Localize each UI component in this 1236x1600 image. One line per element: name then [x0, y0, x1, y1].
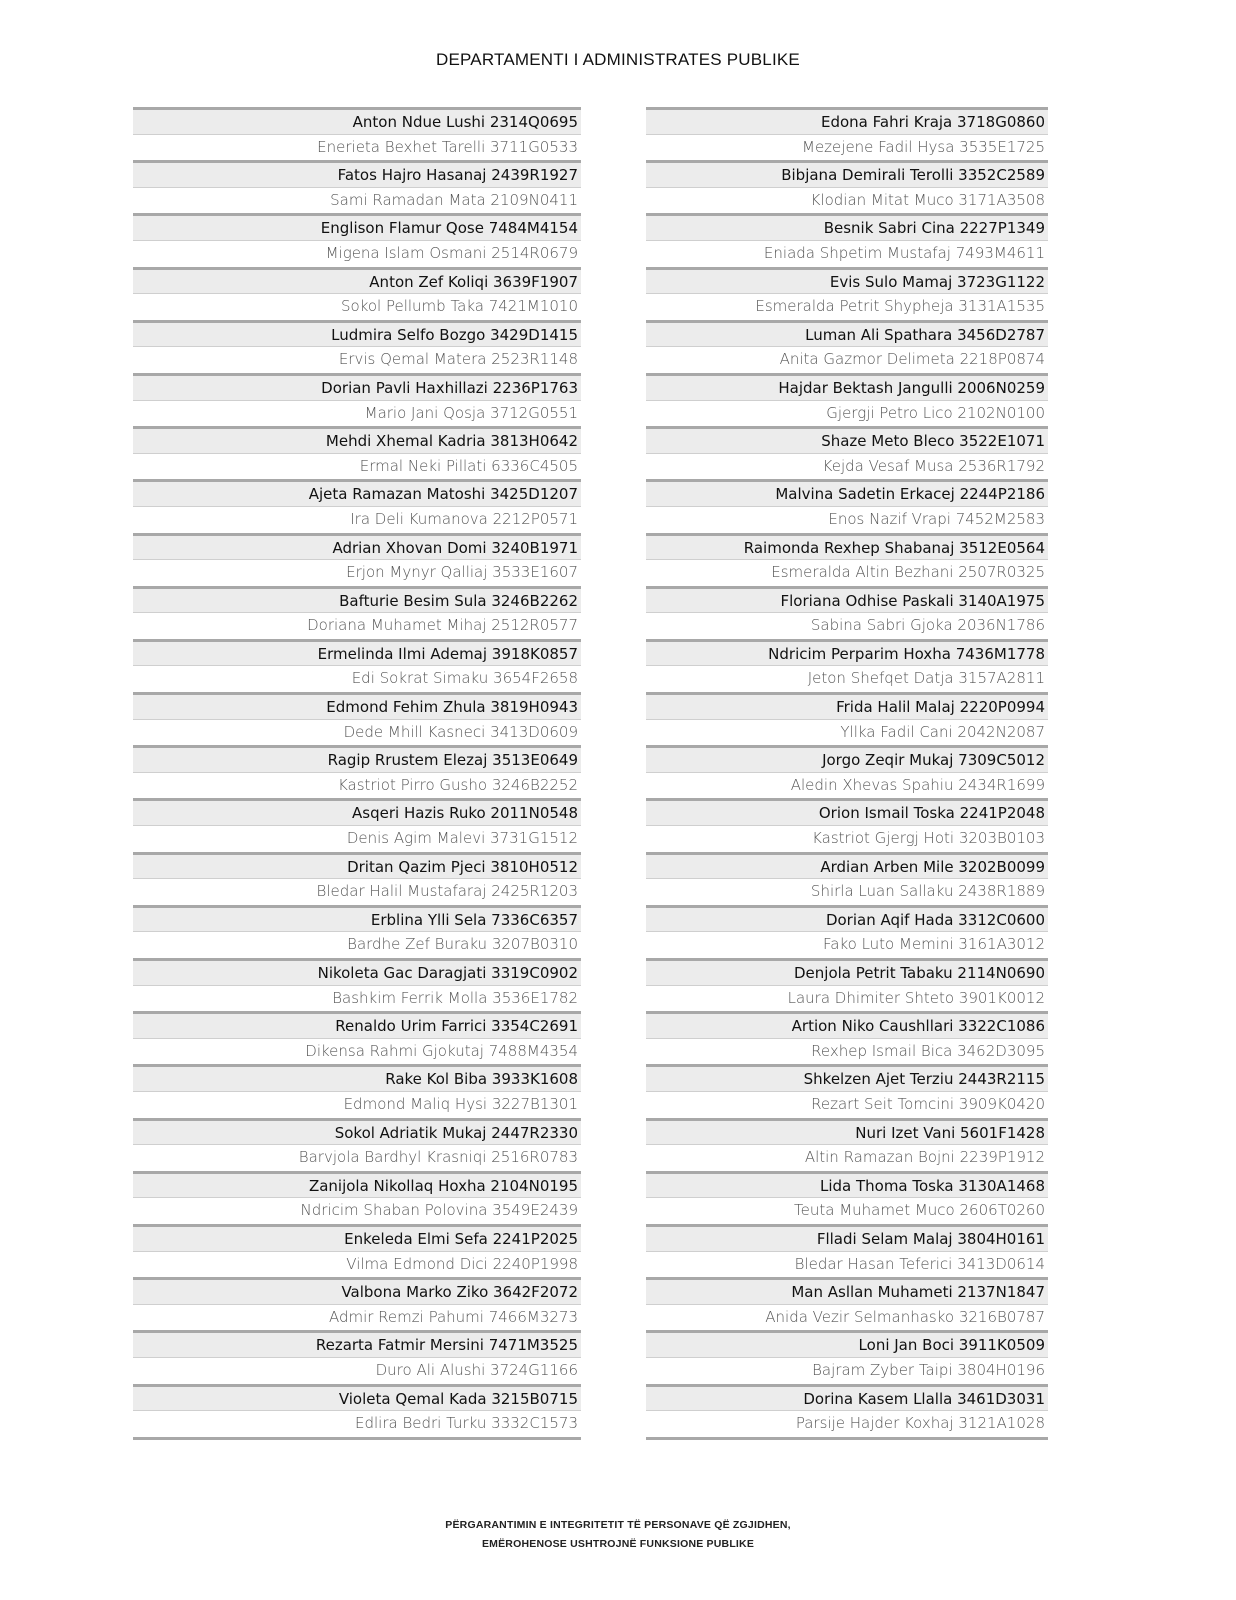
list-item: Luman Ali Spathara 3456D2787 [646, 320, 1048, 347]
list-item: Frida Halil Malaj 2220P0994 [646, 692, 1048, 719]
list-item: Kejda Vesaf Musa 2536R1792 [646, 453, 1048, 480]
list-item: Jeton Shefqet Datja 3157A2811 [646, 665, 1048, 692]
list-item: Dede Mhill Kasneci 3413D0609 [133, 719, 581, 746]
list-item: Mehdi Xhemal Kadria 3813H0642 [133, 426, 581, 453]
list-item: Doriana Muhamet Mihaj 2512R0577 [133, 612, 581, 639]
list-item: Bardhe Zef Buraku 3207B0310 [133, 931, 581, 958]
list-item: Barvjola Bardhyl Krasniqi 2516R0783 [133, 1144, 581, 1171]
list-item: Raimonda Rexhep Shabanaj 3512E0564 [646, 533, 1048, 560]
list-item: Rexhep Ismail Bica 3462D3095 [646, 1038, 1048, 1065]
list-item: Bafturie Besim Sula 3246B2262 [133, 586, 581, 613]
list-item: Denis Agim Malevi 3731G1512 [133, 825, 581, 852]
list-item: Sokol Pellumb Taka 7421M1010 [133, 293, 581, 320]
list-item: Evis Sulo Mamaj 3723G1122 [646, 267, 1048, 294]
list-item: Dorina Kasem Llalla 3461D3031 [646, 1384, 1048, 1411]
list-item: Bashkim Ferrik Molla 3536E1782 [133, 985, 581, 1012]
list-item: Sami Ramadan Mata 2109N0411 [133, 187, 581, 214]
list-item: Edlira Bedri Turku 3332C1573 [133, 1410, 581, 1437]
list-item: Fako Luto Memini 3161A3012 [646, 931, 1048, 958]
list-item: Renaldo Urim Farrici 3354C2691 [133, 1011, 581, 1038]
list-item: Nikoleta Gac Daragjati 3319C0902 [133, 958, 581, 985]
footer-line-2: EMËROHENOSE USHTROJNË FUNKSIONE PUBLIKE [481, 1538, 755, 1550]
list-item: Ira Deli Kumanova 2212P0571 [133, 506, 581, 533]
list-item: Ndricim Shaban Polovina 3549E2439 [133, 1197, 581, 1224]
list-item: Besnik Sabri Cina 2227P1349 [646, 213, 1048, 240]
right-name-list [646, 107, 1048, 1440]
list-item: Valbona Marko Ziko 3642F2072 [133, 1277, 581, 1304]
list-item: Ardian Arben Mile 3202B0099 [646, 852, 1048, 879]
list-item: Erblina Ylli Sela 7336C6357 [133, 905, 581, 932]
list-item: Ragip Rrustem Elezaj 3513E0649 [133, 745, 581, 772]
list-item: Dorian Pavli Haxhillazi 2236P1763 [133, 373, 581, 400]
list-item: Anton Ndue Lushi 2314Q0695 [133, 107, 581, 134]
list-item: Loni Jan Boci 3911K0509 [646, 1330, 1048, 1357]
list-item: Edona Fahri Kraja 3718G0860 [646, 107, 1048, 134]
list-item: Bibjana Demirali Terolli 3352C2589 [646, 160, 1048, 187]
list-item: Lida Thoma Toska 3130A1468 [646, 1171, 1048, 1198]
list-item: Adrian Xhovan Domi 3240B1971 [133, 533, 581, 560]
list-item: Rake Kol Biba 3933K1608 [133, 1064, 581, 1091]
list-item: Jorgo Zeqir Mukaj 7309C5012 [646, 745, 1048, 772]
list-item: Enerieta Bexhet Tarelli 3711G0533 [133, 134, 581, 161]
list-item: Erjon Mynyr Qalliaj 3533E1607 [133, 559, 581, 586]
list-end-rule [133, 1437, 581, 1440]
list-item: Esmeralda Altin Bezhani 2507R0325 [646, 559, 1048, 586]
list-item: Bledar Halil Mustafaraj 2425R1203 [133, 878, 581, 905]
footer-line-1: PËRGARANTIMIN E INTEGRITETIT TË PERSONAVE QË ZGJIDHEN, [445, 1519, 791, 1531]
list-item: Denjola Petrit Tabaku 2114N0690 [646, 958, 1048, 985]
list-item: Laura Dhimiter Shteto 3901K0012 [646, 985, 1048, 1012]
list-item: Klodian Mitat Muco 3171A3508 [646, 187, 1048, 214]
list-item: Anton Zef Koliqi 3639F1907 [133, 267, 581, 294]
list-item: Rezarta Fatmir Mersini 7471M3525 [133, 1330, 581, 1357]
list-item: Flladi Selam Malaj 3804H0161 [646, 1224, 1048, 1251]
list-item: Ermal Neki Pillati 6336C4505 [133, 453, 581, 480]
list-item: Gjergji Petro Lico 2102N0100 [646, 400, 1048, 427]
list-item: Mario Jani Qosja 3712G0551 [133, 400, 581, 427]
list-item: Dikensa Rahmi Gjokutaj 7488M4354 [133, 1038, 581, 1065]
list-item: Man Asllan Muhameti 2137N1847 [646, 1277, 1048, 1304]
list-item: Rezart Seit Tomcini 3909K0420 [646, 1091, 1048, 1118]
list-item: Parsije Hajder Koxhaj 3121A1028 [646, 1410, 1048, 1437]
list-item: Mezejene Fadil Hysa 3535E1725 [646, 134, 1048, 161]
list-item: Enkeleda Elmi Sefa 2241P2025 [133, 1224, 581, 1251]
list-item: Edmond Fehim Zhula 3819H0943 [133, 692, 581, 719]
list-item: Yllka Fadil Cani 2042N2087 [646, 719, 1048, 746]
list-item: Edmond Maliq Hysi 3227B1301 [133, 1091, 581, 1118]
list-item: Asqeri Hazis Ruko 2011N0548 [133, 798, 581, 825]
list-item: Dritan Qazim Pjeci 3810H0512 [133, 852, 581, 879]
list-item: Bajram Zyber Taipi 3804H0196 [646, 1357, 1048, 1384]
list-item: Fatos Hajro Hasanaj 2439R1927 [133, 160, 581, 187]
list-item: Vilma Edmond Dici 2240P1998 [133, 1251, 581, 1278]
list-item: Zanijola Nikollaq Hoxha 2104N0195 [133, 1171, 581, 1198]
list-item: Sokol Adriatik Mukaj 2447R2330 [133, 1118, 581, 1145]
list-item: Ludmira Selfo Bozgo 3429D1415 [133, 320, 581, 347]
list-item: Enos Nazif Vrapi 7452M2583 [646, 506, 1048, 533]
list-item: Hajdar Bektash Jangulli 2006N0259 [646, 373, 1048, 400]
list-item: Duro Ali Alushi 3724G1166 [133, 1357, 581, 1384]
list-item: Anita Gazmor Delimeta 2218P0874 [646, 346, 1048, 373]
list-item: Aledin Xhevas Spahiu 2434R1699 [646, 772, 1048, 799]
list-item: Shkelzen Ajet Terziu 2443R2115 [646, 1064, 1048, 1091]
list-item: Malvina Sadetin Erkacej 2244P2186 [646, 479, 1048, 506]
list-item: Ervis Qemal Matera 2523R1148 [133, 346, 581, 373]
list-item: Sabina Sabri Gjoka 2036N1786 [646, 612, 1048, 639]
list-end-rule [646, 1437, 1048, 1440]
list-item: Esmeralda Petrit Shypheja 3131A1535 [646, 293, 1048, 320]
list-item: Kastriot Pirro Gusho 3246B2252 [133, 772, 581, 799]
list-item: Artion Niko Caushllari 3322C1086 [646, 1011, 1048, 1038]
list-item: Anida Vezir Selmanhasko 3216B0787 [646, 1304, 1048, 1331]
list-item: Orion Ismail Toska 2241P2048 [646, 798, 1048, 825]
list-item: Edi Sokrat Simaku 3654F2658 [133, 665, 581, 692]
list-item: Ndricim Perparim Hoxha 7436M1778 [646, 639, 1048, 666]
page-footer [0, 1516, 1236, 1554]
list-item: Admir Remzi Pahumi 7466M3273 [133, 1304, 581, 1331]
list-item: Dorian Aqif Hada 3312C0600 [646, 905, 1048, 932]
left-name-list [133, 107, 581, 1440]
list-item: Shaze Meto Bleco 3522E1071 [646, 426, 1048, 453]
list-item: Floriana Odhise Paskali 3140A1975 [646, 586, 1048, 613]
list-item: Violeta Qemal Kada 3215B0715 [133, 1384, 581, 1411]
page-title: DEPARTAMENTI I ADMINISTRATES PUBLIKE [436, 50, 800, 69]
list-item: Migena Islam Osmani 2514R0679 [133, 240, 581, 267]
list-item: Altin Ramazan Bojni 2239P1912 [646, 1144, 1048, 1171]
list-item: Ajeta Ramazan Matoshi 3425D1207 [133, 479, 581, 506]
list-item: Shirla Luan Sallaku 2438R1889 [646, 878, 1048, 905]
list-item: Teuta Muhamet Muco 2606T0260 [646, 1197, 1048, 1224]
list-item: Kastriot Gjergj Hoti 3203B0103 [646, 825, 1048, 852]
list-item: Nuri Izet Vani 5601F1428 [646, 1118, 1048, 1145]
list-item: Bledar Hasan Teferici 3413D0614 [646, 1251, 1048, 1278]
list-item: Ermelinda Ilmi Ademaj 3918K0857 [133, 639, 581, 666]
list-item: Englison Flamur Qose 7484M4154 [133, 213, 581, 240]
list-item: Eniada Shpetim Mustafaj 7493M4611 [646, 240, 1048, 267]
